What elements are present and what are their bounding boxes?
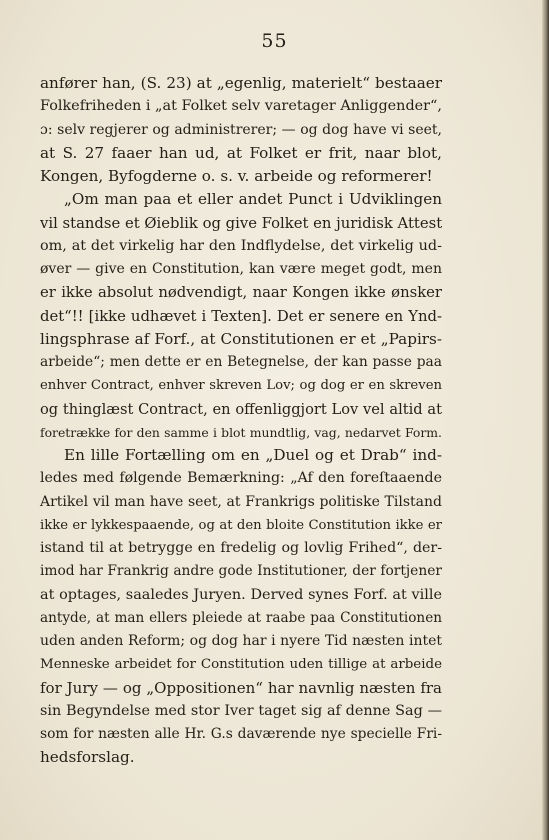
text-line: enhver Contract, enhver skreven Lov; og dog er en skreven bbox=[40, 378, 442, 394]
text-line: det“!! [ikke udhævet i Texten]. Det er senere en Ynd- bbox=[40, 307, 442, 325]
text-line: og thinglæst Contract, en offenliggjort Lov vel altid at bbox=[40, 400, 442, 418]
page-number: 55 bbox=[261, 30, 288, 52]
text-line: Menneske arbeidet for Constitution uden tillige at arbeide bbox=[40, 657, 442, 673]
text-line: antyde, at man ellers pleiede at raabe paa Constitutionen bbox=[40, 609, 442, 626]
text-line: anfører han, (S. 23) at „egenlig, materielt“ bestaaer bbox=[40, 74, 442, 92]
text-line: arbeide“; men dette er en Betegnelse, der kan passe paa bbox=[40, 354, 442, 370]
text-line: øver — give en Constitution, kan være meget godt, men bbox=[40, 261, 442, 277]
text-line: foretrække for den samme i blot mundtlig, vag, nedarvet Form. bbox=[40, 424, 442, 440]
text-line: imod har Frankrig andre gode Institutioner, der fortjener bbox=[40, 563, 442, 580]
page-edge-shadow bbox=[542, 0, 549, 840]
text-line: er ikke absolut nødvendigt, naar Kongen ikke ønsker bbox=[40, 284, 442, 302]
text-line: uden anden Reform; og dog har i nyere Tid næsten intet bbox=[40, 633, 442, 649]
text-line: ikke er lykkespaaende, og at den bloite Constitution ikke er bbox=[40, 517, 442, 533]
text-line: sin Begyndelse med stor Iver taget sig af denne Sag — bbox=[40, 702, 442, 719]
text-line: Folkefriheden i „at Folket selv varetager Anliggender“, bbox=[40, 98, 442, 115]
text-line: „Om man paa et eller andet Punct i Udviklingen bbox=[64, 190, 442, 209]
text-line: at optages, saaledes Juryen. Derved synes Forf. at ville bbox=[40, 586, 442, 603]
text-line: om, at det virkelig har den Indflydelse, det virkelig ud- bbox=[40, 237, 442, 254]
text-line: ledes med følgende Bemærkning: „Af den foreſtaaende bbox=[40, 470, 442, 487]
text-line: for Jury — og „Oppositionen“ har navnlig næsten fra bbox=[40, 678, 442, 697]
text-line: hedsforslag. bbox=[40, 748, 135, 767]
text-line: som for næsten alle Hr. G.s daværende nye specielle Fri- bbox=[40, 726, 442, 742]
text-line: Kongen, Byfogderne o. s. v. arbeide og reformerer! bbox=[40, 167, 433, 185]
text-line: ɔ: selv regjerer og administrerer; — og dog have vi seet, bbox=[40, 121, 442, 138]
text-line: istand til at betrygge en fredelig og lovlig Frihed“, der- bbox=[40, 540, 442, 556]
text-line: En lille Fortælling om en „Duel og et Drab“ ind- bbox=[64, 446, 442, 464]
text-line: Artikel vil man have seet, at Frankrigs politiske Tilstand bbox=[40, 493, 442, 510]
text-line: vil standse et Øieblik og give Folket en juridisk Attest bbox=[40, 214, 443, 232]
text-line: lingsphrase af Forf., at Constitutionen er et „Papirs- bbox=[40, 329, 442, 348]
text-line: at S. 27 faaer han ud, at Folket er frit, naar blot, bbox=[40, 143, 442, 162]
body-text bbox=[40, 72, 442, 770]
